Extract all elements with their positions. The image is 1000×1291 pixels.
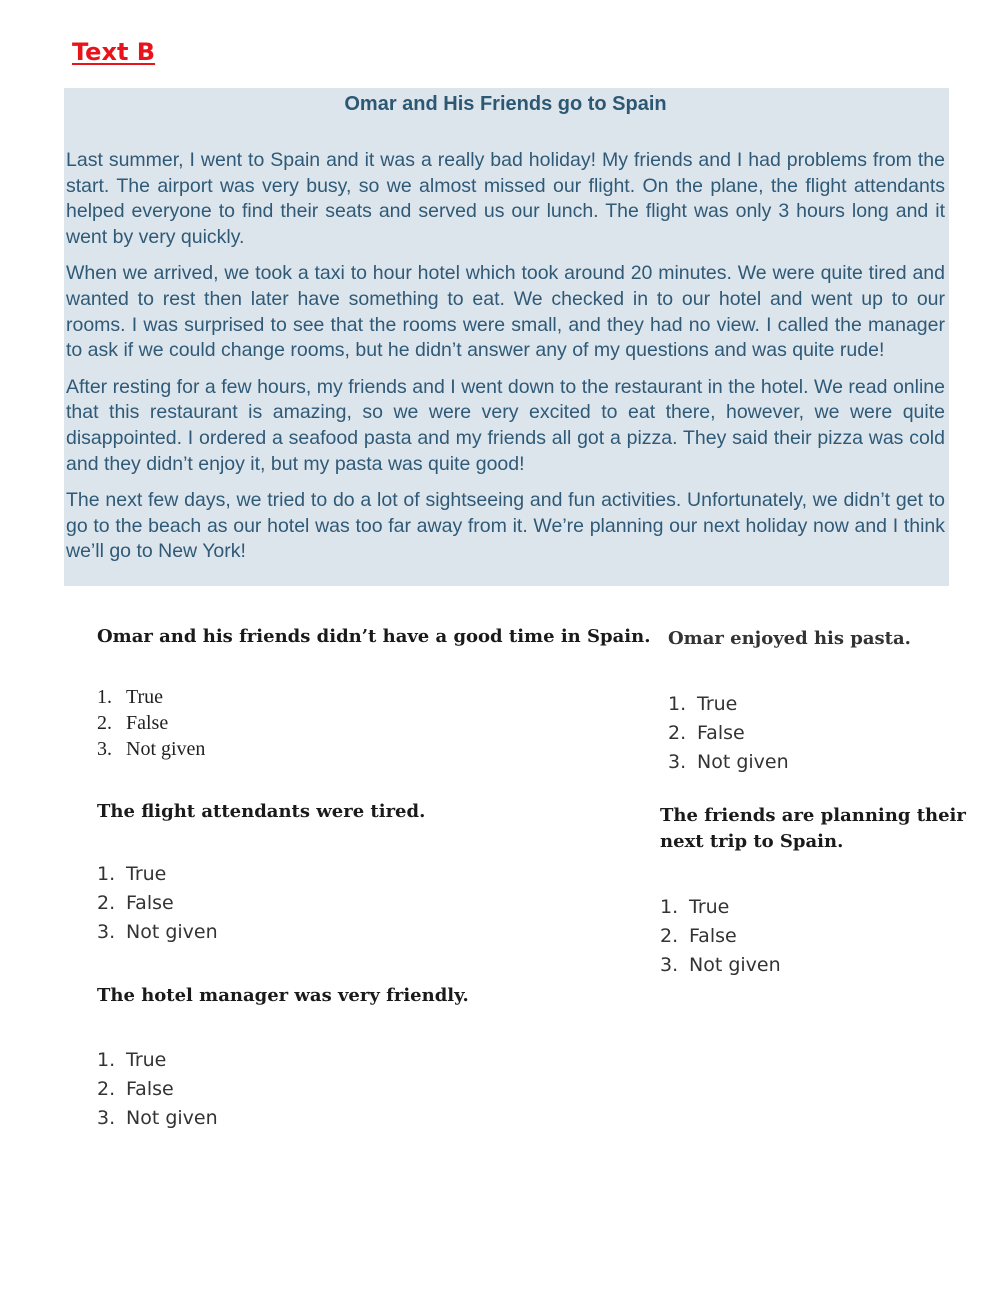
option-true[interactable]: 1. True <box>97 1049 167 1071</box>
option-not-given[interactable]: 3. Not given <box>668 751 789 773</box>
question-prompt: The flight attendants were tired. <box>97 801 426 822</box>
passage-paragraph: When we arrived, we took a taxi to hour hotel which took around 20 minutes. We were quite tired and wanted to rest then later have something to eat. We checked in to our hotel and went up to our rooms. I was surprised to see that the rooms were small, and they had no view. I called the manager to ask if we could change rooms, but he didn’t answer any of my questions and was quite rude! <box>66 262 945 362</box>
question-prompt: Omar enjoyed his pasta. <box>668 628 911 649</box>
answer-options <box>97 1046 637 1133</box>
answer-options <box>97 684 657 762</box>
question-prompt: The hotel manager was very friendly. <box>97 985 469 1006</box>
question-prompt: Omar and his friends didn’t have a good time in Spain. <box>97 626 651 647</box>
option-true[interactable]: 1. True <box>660 896 730 918</box>
option-false[interactable]: 2. False <box>97 892 174 914</box>
question-2 <box>97 799 637 947</box>
option-true[interactable]: 1. True <box>668 693 738 715</box>
option-false[interactable]: 2. False <box>668 722 745 744</box>
question-4 <box>668 626 988 777</box>
passage-paragraph: The next few days, we tried to do a lot of sightseeing and fun activities. Unfortunately, we didn’t get to go to the beach as our hotel was too far away from it. We’re planning our next holiday now and I think we’ll go to New York! <box>66 489 945 563</box>
question-5 <box>660 803 980 980</box>
answer-options <box>668 690 988 777</box>
option-not-given[interactable]: 3. Not given <box>97 1107 218 1129</box>
answer-options <box>97 860 637 947</box>
option-not-given[interactable]: 3. Not given <box>97 921 218 943</box>
passage-title: Omar and His Friends go to Spain <box>344 93 667 115</box>
passage-paragraph: Last summer, I went to Spain and it was a really bad holiday! My friends and I had problems from the start. The airport was very busy, so we almost missed our flight. On the plane, the flight attendants helped everyone to find their seats and served us our lunch. The flight was only 3 hours long and it went by very quickly. <box>66 149 945 248</box>
text-label: Text B <box>72 38 156 66</box>
option-false[interactable]: 2. False <box>97 712 169 734</box>
option-not-given[interactable]: 3. Not given <box>660 954 781 976</box>
option-true[interactable]: 1. True <box>97 863 167 885</box>
option-not-given[interactable]: 3. Not given <box>97 738 206 760</box>
answer-options <box>660 893 980 980</box>
option-false[interactable]: 2. False <box>660 925 737 947</box>
question-1 <box>97 624 657 762</box>
reading-passage <box>64 88 949 586</box>
passage-paragraph: After resting for a few hours, my friends and I went down to the restaurant in the hotel. We read online that this restaurant is amazing, so we were very excited to eat there, however, we were quite disappointed. I ordered a seafood pasta and my friends all got a pizza. They said their pizza was cold and they didn’t enjoy it, but my pasta was quite good! <box>66 375 945 475</box>
question-3 <box>97 983 637 1133</box>
option-false[interactable]: 2. False <box>97 1078 174 1100</box>
question-prompt: The friends are planning their next trip to Spain. <box>660 805 966 852</box>
option-true[interactable]: 1. True <box>97 686 164 708</box>
